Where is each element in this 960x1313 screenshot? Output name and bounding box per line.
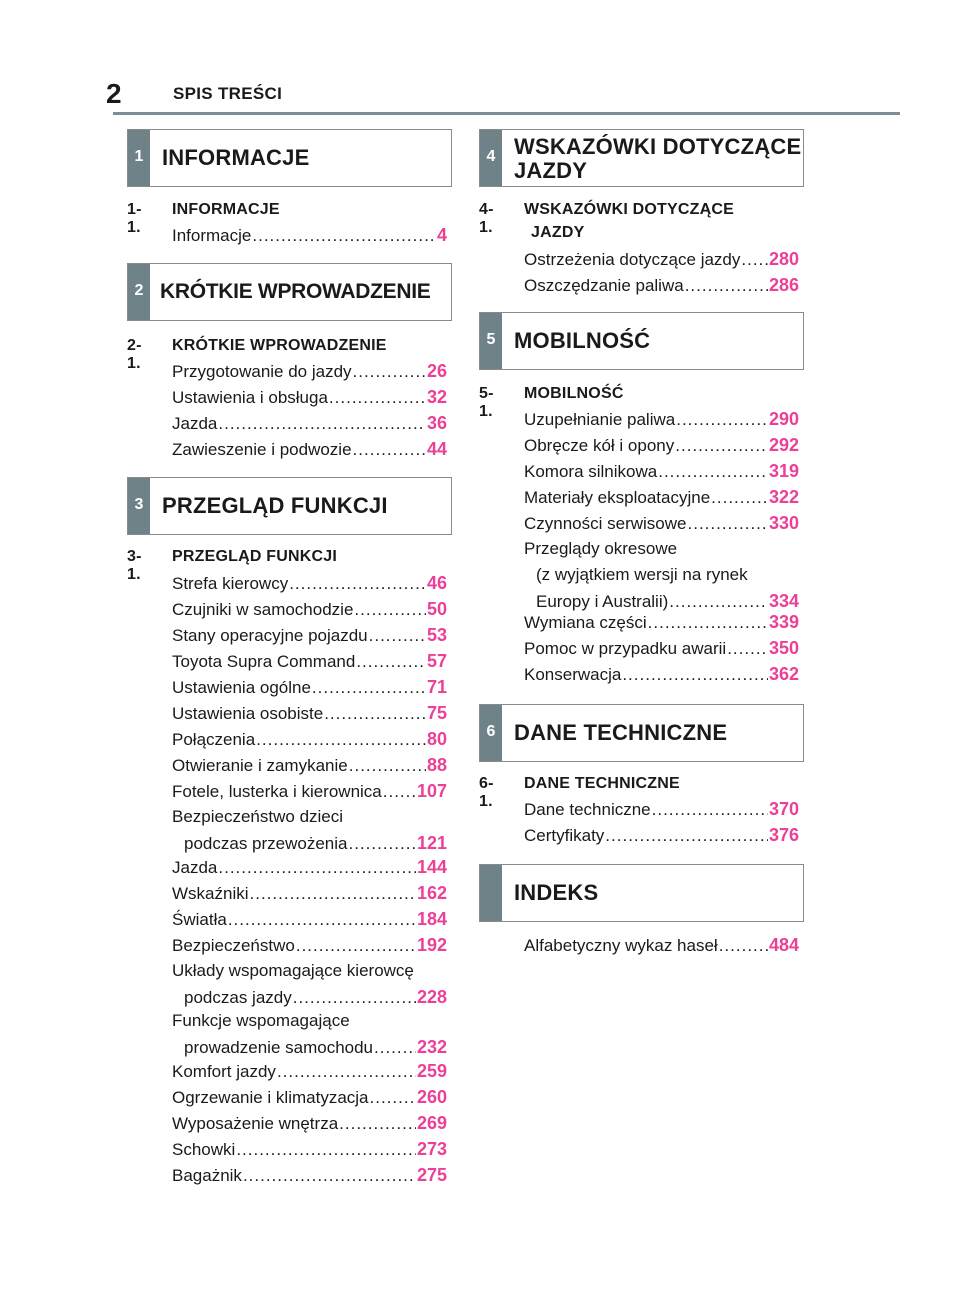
toc-entry[interactable]: Światła ..... 184: [172, 906, 447, 933]
toc-entry[interactable]: Układy wspomagające kierowcę podczas jazdy ..... 228: [172, 958, 447, 1011]
toc-entry[interactable]: Ustawienia osobiste ..... 75: [172, 700, 447, 727]
toc-entry[interactable]: Bezpieczeństwo ..... 192: [172, 932, 447, 959]
toc-entry[interactable]: Czynności serwisowe ..... 330: [524, 510, 799, 537]
toc-entry[interactable]: Fotele, lusterka i kierownica ..... 107: [172, 778, 447, 805]
toc-entry[interactable]: Certyfikaty ..... 376: [524, 822, 799, 849]
section-title: KRÓTKIE WPROWADZENIE: [160, 280, 431, 303]
toc-entry[interactable]: Bagażnik ..... 275: [172, 1162, 447, 1189]
toc-entry[interactable]: Wymiana części ..... 339: [524, 609, 799, 636]
section-header-2[interactable]: [127, 263, 452, 321]
section-tab: [480, 865, 502, 921]
toc-entry[interactable]: Dane techniczne ..... 370: [524, 796, 799, 823]
toc-entry[interactable]: Komfort jazdy ..... 259: [172, 1058, 447, 1085]
toc-entry[interactable]: Obręcze kół i opony ..... 292: [524, 432, 799, 459]
section-header-4[interactable]: [479, 129, 804, 187]
toc-entry[interactable]: Schowki ..... 273: [172, 1136, 447, 1163]
toc-entry[interactable]: Pomoc w przypadku awarii ..... 350: [524, 635, 799, 662]
toc-entry[interactable]: Konserwacja ..... 362: [524, 661, 799, 688]
section-title: INDEKS: [514, 880, 599, 905]
toc-entry[interactable]: Oszczędzanie paliwa ..... 286: [524, 272, 799, 299]
section-tab: 5: [480, 313, 502, 369]
section-header-6[interactable]: [479, 704, 804, 762]
toc-entry[interactable]: Połączenia ..... 80: [172, 726, 447, 753]
toc-entry[interactable]: Funkcje wspomagające prowadzenie samochodu ..... 232: [172, 1008, 447, 1061]
toc-entry[interactable]: Ustawienia i obsługa ..... 32: [172, 384, 447, 411]
toc-entry[interactable]: Bezpieczeństwo dzieci podczas przewożenia ..... 121: [172, 804, 447, 857]
toc-entry[interactable]: Alfabetyczny wykaz haseł ..... 484: [524, 932, 799, 959]
toc-entry[interactable]: Komora silnikowa ..... 319: [524, 458, 799, 485]
section-header-1[interactable]: [127, 129, 452, 187]
page-number: 2: [106, 78, 121, 109]
section-tab: 1: [128, 130, 150, 186]
toc-entry[interactable]: Strefa kierowcy ..... 46: [172, 570, 447, 597]
section-title: PRZEGLĄD FUNKCJI: [162, 493, 388, 518]
toc-entry[interactable]: Otwieranie i zamykanie ..... 88: [172, 752, 447, 779]
toc-entry[interactable]: Jazda ..... 36: [172, 410, 447, 437]
toc-entry[interactable]: Czujniki w samochodzie ..... 50: [172, 596, 447, 623]
toc-entry[interactable]: Ogrzewanie i klimatyzacja ..... 260: [172, 1084, 447, 1111]
header-divider: [113, 112, 900, 115]
toc-entry[interactable]: Toyota Supra Command ..... 57: [172, 648, 447, 675]
section-title: WSKAZÓWKI DOTYCZĄCE JAZDY: [514, 134, 802, 183]
toc-entry[interactable]: Stany operacyjne pojazdu ..... 53: [172, 622, 447, 649]
toc-entry[interactable]: Informacje ..... 4: [172, 222, 447, 249]
section-tab: 3: [128, 478, 150, 534]
toc-entry[interactable]: Materiały eksploatacyjne ..... 322: [524, 484, 799, 511]
section-title: INFORMACJE: [162, 145, 310, 170]
toc-entry[interactable]: Zawieszenie i podwozie ..... 44: [172, 436, 447, 463]
toc-entry[interactable]: Jazda ..... 144: [172, 854, 447, 881]
section-tab: 6: [480, 705, 502, 761]
section-header-5[interactable]: [479, 312, 804, 370]
section-header-3[interactable]: [127, 477, 452, 535]
page-header: [0, 0, 960, 120]
section-title: DANE TECHNICZNE: [514, 720, 728, 745]
section-tab: 2: [128, 264, 150, 320]
page-title: SPIS TREŚCI: [173, 84, 283, 103]
toc-entry[interactable]: Przygotowanie do jazdy ..... 26: [172, 358, 447, 385]
section-header-index[interactable]: [479, 864, 804, 922]
section-tab: 4: [480, 130, 502, 186]
toc-entry[interactable]: Ustawienia ogólne ..... 71: [172, 674, 447, 701]
toc-entry[interactable]: Ostrzeżenia dotyczące jazdy ..... 280: [524, 246, 799, 273]
toc-entry[interactable]: Wskaźniki ..... 162: [172, 880, 447, 907]
toc-entry[interactable]: Przeglądy okresowe (z wyjątkiem wersji na rynek Europy i Australii) ..... 334: [524, 536, 799, 615]
toc-entry[interactable]: Uzupełnianie paliwa ..... 290: [524, 406, 799, 433]
toc-entry[interactable]: Wyposażenie wnętrza ..... 269: [172, 1110, 447, 1137]
section-title: MOBILNOŚĆ: [514, 328, 651, 353]
